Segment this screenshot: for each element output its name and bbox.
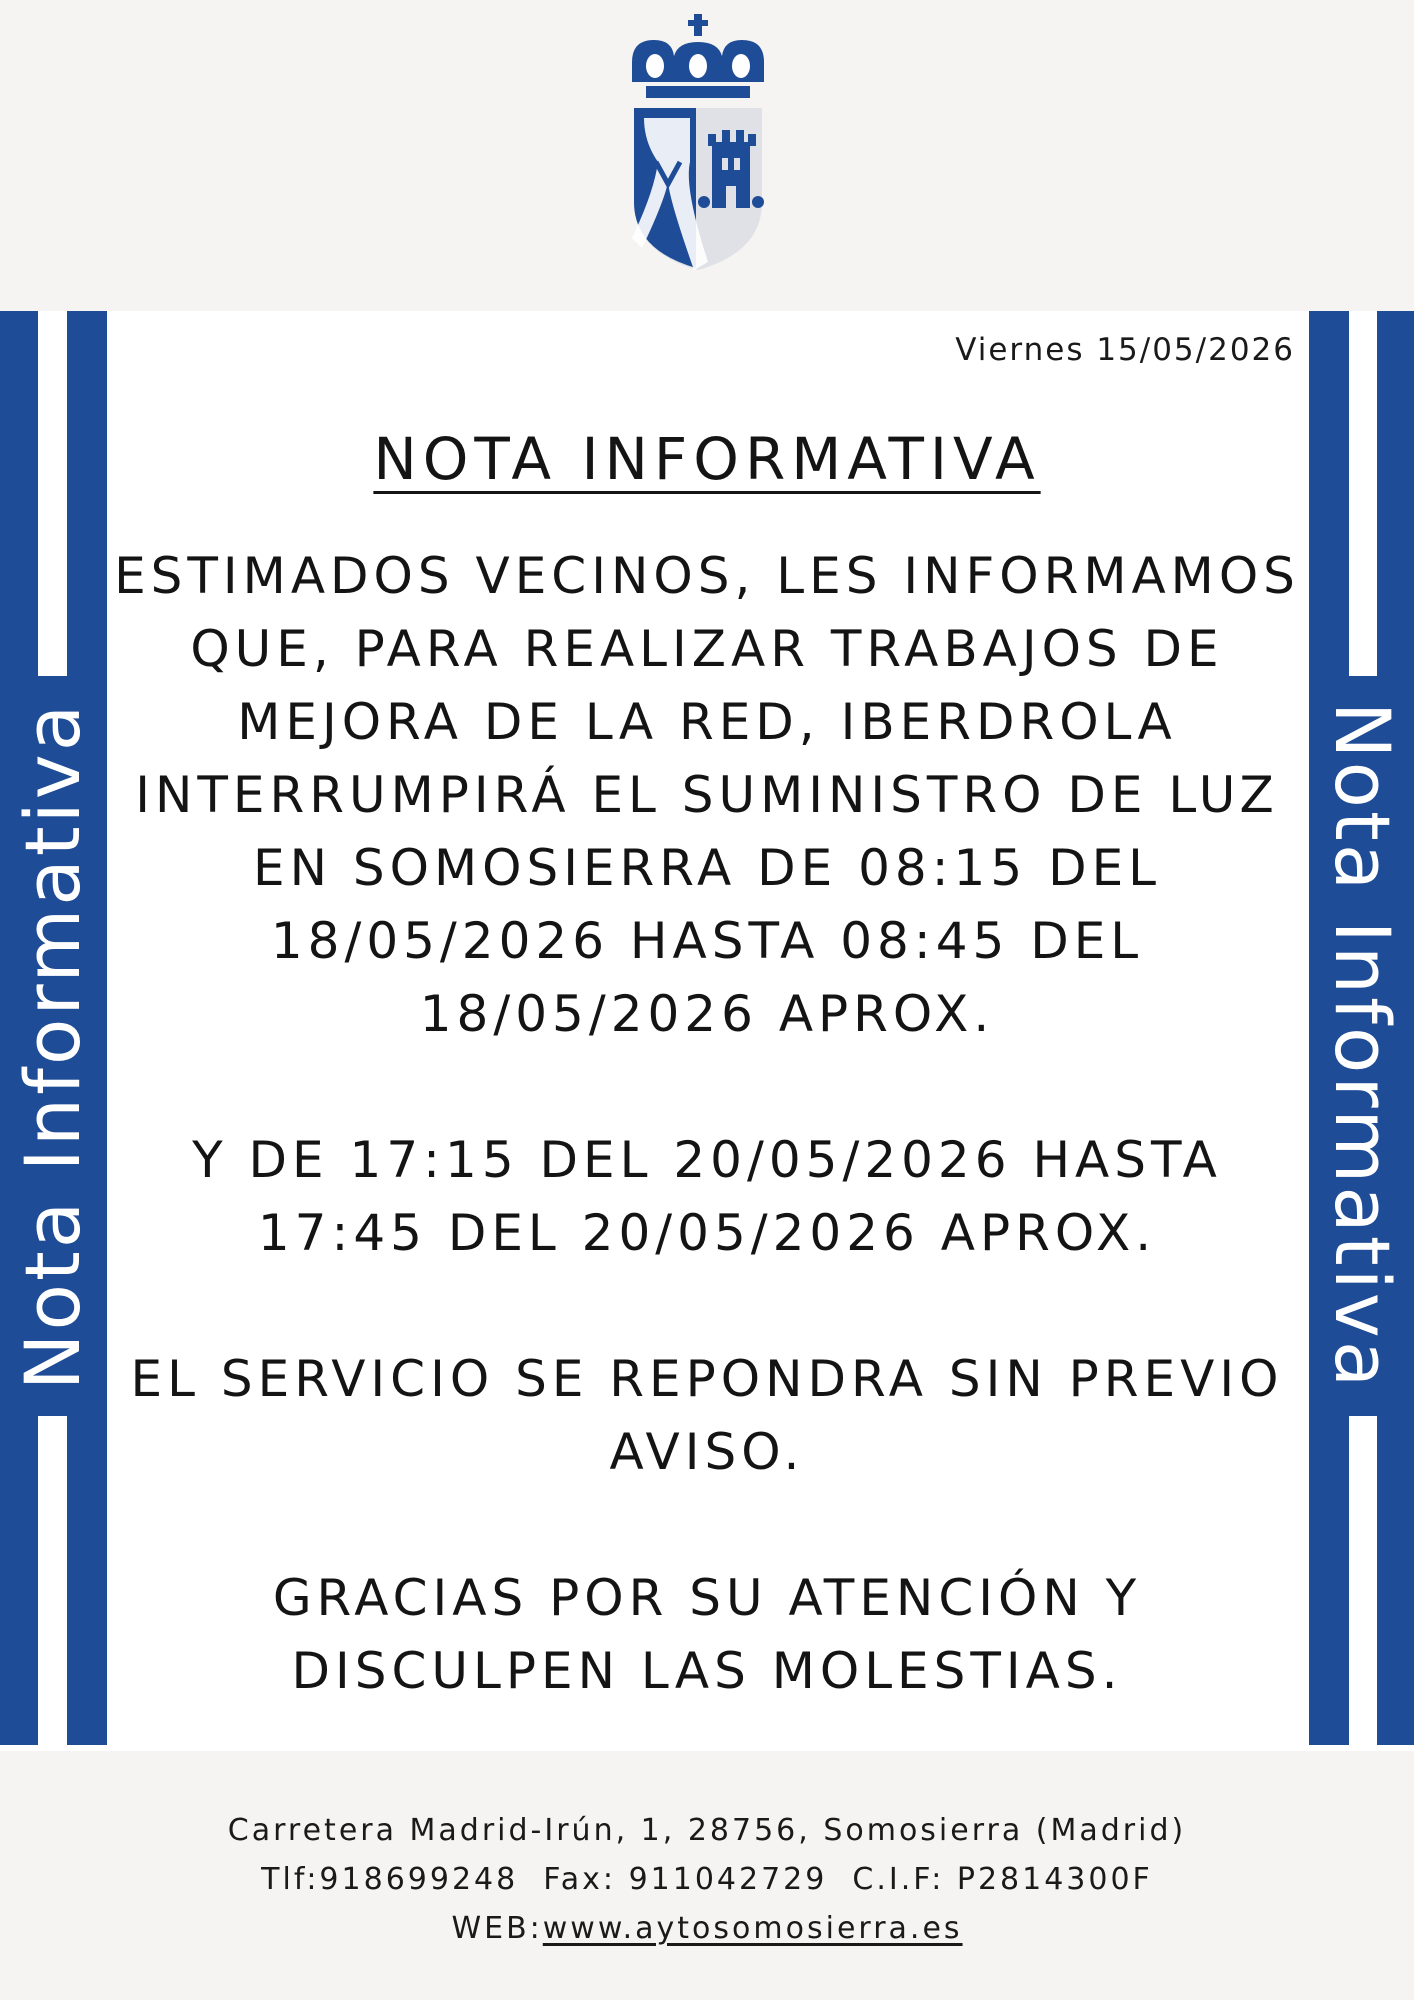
footer-web: [0, 1904, 1414, 1953]
footer-contact: Tlf:918699248 Fax: 911042729 C.I.F: P2814300F: [261, 1862, 1153, 1897]
footer-address: Carretera Madrid-Irún, 1, 28756, Somosierra (Madrid): [227, 1813, 1187, 1848]
website-link[interactable]: www.aytosomosierra.es: [542, 1911, 963, 1946]
notice-paragraph: GRACIAS POR SU ATENCIÓN Y DISCULPEN LAS MOLESTIAS.: [272, 1569, 1142, 1700]
notice-date: Viernes 15/05/2026: [955, 332, 1295, 368]
municipal-coat-of-arms-icon: [628, 12, 768, 274]
footer-web-label: WEB:: [451, 1911, 543, 1946]
footer: [0, 1806, 1414, 1953]
right-side-label: Nota Informativa: [1317, 546, 1407, 1546]
notice-paragraph: EL SERVICIO SE REPONDRA SIN PREVIO AVISO.: [130, 1350, 1284, 1481]
notice-paragraph: Y DE 17:15 DEL 20/05/2026 HASTA 17:45 DEL 20/05/2026 APROX.: [192, 1131, 1222, 1262]
left-side-label: Nota Informativa: [8, 546, 98, 1546]
notice-body: [107, 540, 1307, 1708]
notice-title: NOTA INFORMATIVA: [373, 425, 1041, 493]
notice-paragraph: ESTIMADOS VECINOS, LES INFORMAMOS QUE, PARA REALIZAR TRABAJOS DE MEJORA DE LA RED, IBERDROLA INTERRUMPIRÁ EL SUMINISTRO DE LUZ EN SOMOSIERRA DE 08:15 DEL 18/05/2026 HASTA 08:45 DEL 18/05/2026 APROX.: [114, 547, 1300, 1043]
